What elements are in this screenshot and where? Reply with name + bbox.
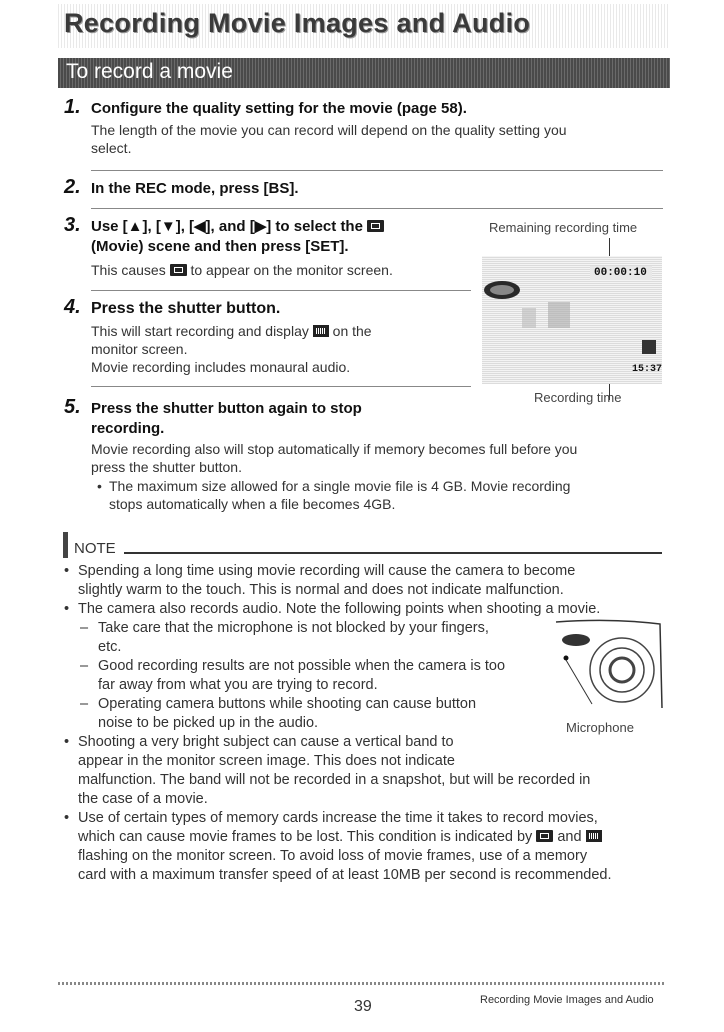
step-1-body-line-2: select. — [91, 140, 132, 156]
bullet-dot: • — [64, 601, 70, 617]
note-rule — [124, 552, 662, 554]
step-5-bullet-line-2: stops automatically when a file becomes 4GB. — [109, 496, 396, 512]
microphone-figure — [552, 618, 664, 718]
monitor-screen — [482, 256, 662, 384]
step-2-number: 2. — [64, 176, 81, 198]
movie-scene-icon — [170, 264, 187, 276]
divider — [91, 208, 663, 209]
bullet-dot: • — [97, 478, 102, 494]
note-2-sub-1-line-1: Take care that the microphone is not blocked by your fingers, — [98, 620, 489, 636]
step-3-body-post: to appear on the monitor screen. — [190, 262, 393, 278]
movie-scene-icon — [367, 220, 384, 232]
note-2-sub-2-line-1: Good recording results are not possible when the camera is too — [98, 658, 506, 674]
step-3-body — [91, 261, 393, 279]
recording-time-value: 15:37 — [632, 364, 662, 375]
step-4-body-pre: This will start recording and display — [91, 323, 309, 339]
note-marker — [63, 532, 68, 558]
dash: – — [80, 658, 89, 674]
running-title: Recording Movie Images and Audio — [480, 994, 654, 1006]
dash: – — [80, 620, 89, 636]
section-title: To record a movie — [66, 60, 233, 83]
note-2-line-1: The camera also records audio. Note the following points when shooting a movie. — [78, 601, 601, 617]
rec-indicator-inner — [490, 285, 514, 295]
step-1-number: 1. — [64, 96, 81, 118]
bullet-dot: • — [64, 563, 70, 579]
recording-time-label: Recording time — [534, 390, 622, 405]
step-4-body-line-3: Movie recording includes monaural audio. — [91, 359, 351, 375]
note-2-sub-1-line-2: etc. — [98, 639, 122, 655]
step-5-body-line-2: press the shutter button. — [91, 459, 242, 475]
dash: – — [80, 696, 89, 712]
remaining-time-value: 00:00:10 — [594, 267, 647, 279]
movie-mode-icon — [642, 340, 656, 354]
step-2-heading: In the REC mode, press [BS]. — [91, 180, 299, 197]
note-4-line-2-mid: and — [557, 829, 582, 845]
step-3-body-pre: This causes — [91, 262, 166, 278]
note-4-line-4: card with a maximum transfer speed of at least 10MB per second is recommended. — [78, 867, 612, 883]
note-2-sub-2-line-2: far away from what you are trying to record. — [98, 677, 378, 693]
microphone-leader-line — [566, 660, 592, 704]
lens-ring-icon — [600, 648, 644, 692]
movie-scene-icon — [536, 830, 553, 842]
microphone-hole-icon — [564, 656, 569, 661]
note-3-line-2: appear in the monitor screen image. This does not indicate — [78, 753, 455, 769]
step-4-body-line-2: monitor screen. — [91, 341, 188, 357]
note-3-line-1: Shooting a very bright subject can cause a vertical band to — [78, 734, 454, 750]
step-4-body-line-1 — [91, 322, 372, 340]
note-4-line-2 — [78, 828, 602, 847]
step-3-heading-text: Use [▲], [▼], [◀], and [▶] to select the — [91, 218, 363, 235]
step-5-number: 5. — [64, 396, 81, 418]
note-4-line-3: flashing on the monitor screen. To avoid loss of movie frames, use of a memory — [78, 848, 588, 864]
rec-icon — [586, 830, 602, 842]
note-3-line-3: malfunction. The band will not be recorded in a snapshot, but will be recorded in — [78, 772, 591, 788]
note-1-line-2: slightly warm to the touch. This is normal and does not indicate malfunction. — [78, 582, 564, 598]
note-3-line-4: the case of a movie. — [78, 791, 208, 807]
step-5-heading-line-1: Press the shutter button again to stop — [91, 400, 362, 417]
subject-shape — [548, 302, 570, 328]
note-4-line-2-pre: which can cause movie frames to be lost. This condition is indicated by — [78, 829, 533, 845]
rec-icon — [313, 325, 329, 337]
divider — [91, 386, 471, 387]
note-2-sub-3-line-2: noise to be picked up in the audio. — [98, 715, 319, 731]
bullet-dot: • — [64, 810, 70, 826]
note-2-sub-3-line-1: Operating camera buttons while shooting can cause button — [98, 696, 477, 712]
step-5-body-line-1: Movie recording also will stop automatically if memory becomes full before you — [91, 441, 578, 457]
step-4-body-post: on the — [332, 323, 372, 339]
note-1-line-1: Spending a long time using movie recording will cause the camera to become — [78, 563, 576, 579]
bullet-dot: • — [64, 734, 70, 750]
remaining-time-label: Remaining recording time — [489, 220, 638, 235]
step-3-heading-line-1 — [91, 217, 384, 237]
step-4-heading: Press the shutter button. — [91, 300, 281, 317]
step-4-number: 4. — [64, 296, 81, 318]
lens-center-icon — [610, 658, 634, 682]
step-1-heading: Configure the quality setting for the movie (page 58). — [91, 100, 467, 117]
page-number: 39 — [354, 998, 372, 1015]
camera-element — [562, 634, 590, 646]
divider — [91, 290, 471, 291]
note-4-line-1: Use of certain types of memory cards increase the time it takes to record movies, — [78, 810, 598, 826]
step-5-heading-line-2: recording. — [91, 420, 165, 437]
page-title: Recording Movie Images and Audio — [64, 8, 531, 38]
step-5-bullet-line-1: The maximum size allowed for a single movie file is 4 GB. Movie recording — [109, 478, 571, 494]
footer-rule — [58, 982, 666, 985]
microphone-label: Microphone — [566, 720, 634, 735]
divider — [91, 170, 663, 171]
subject-shape — [522, 308, 536, 328]
step-3-heading-line-2: (Movie) scene and then press [SET]. — [91, 238, 349, 255]
camera-outline — [556, 620, 662, 708]
step-1-body-line-1: The length of the movie you can record will depend on the quality setting you — [91, 122, 567, 138]
step-3-number: 3. — [64, 214, 81, 236]
note-heading: NOTE — [74, 540, 116, 557]
